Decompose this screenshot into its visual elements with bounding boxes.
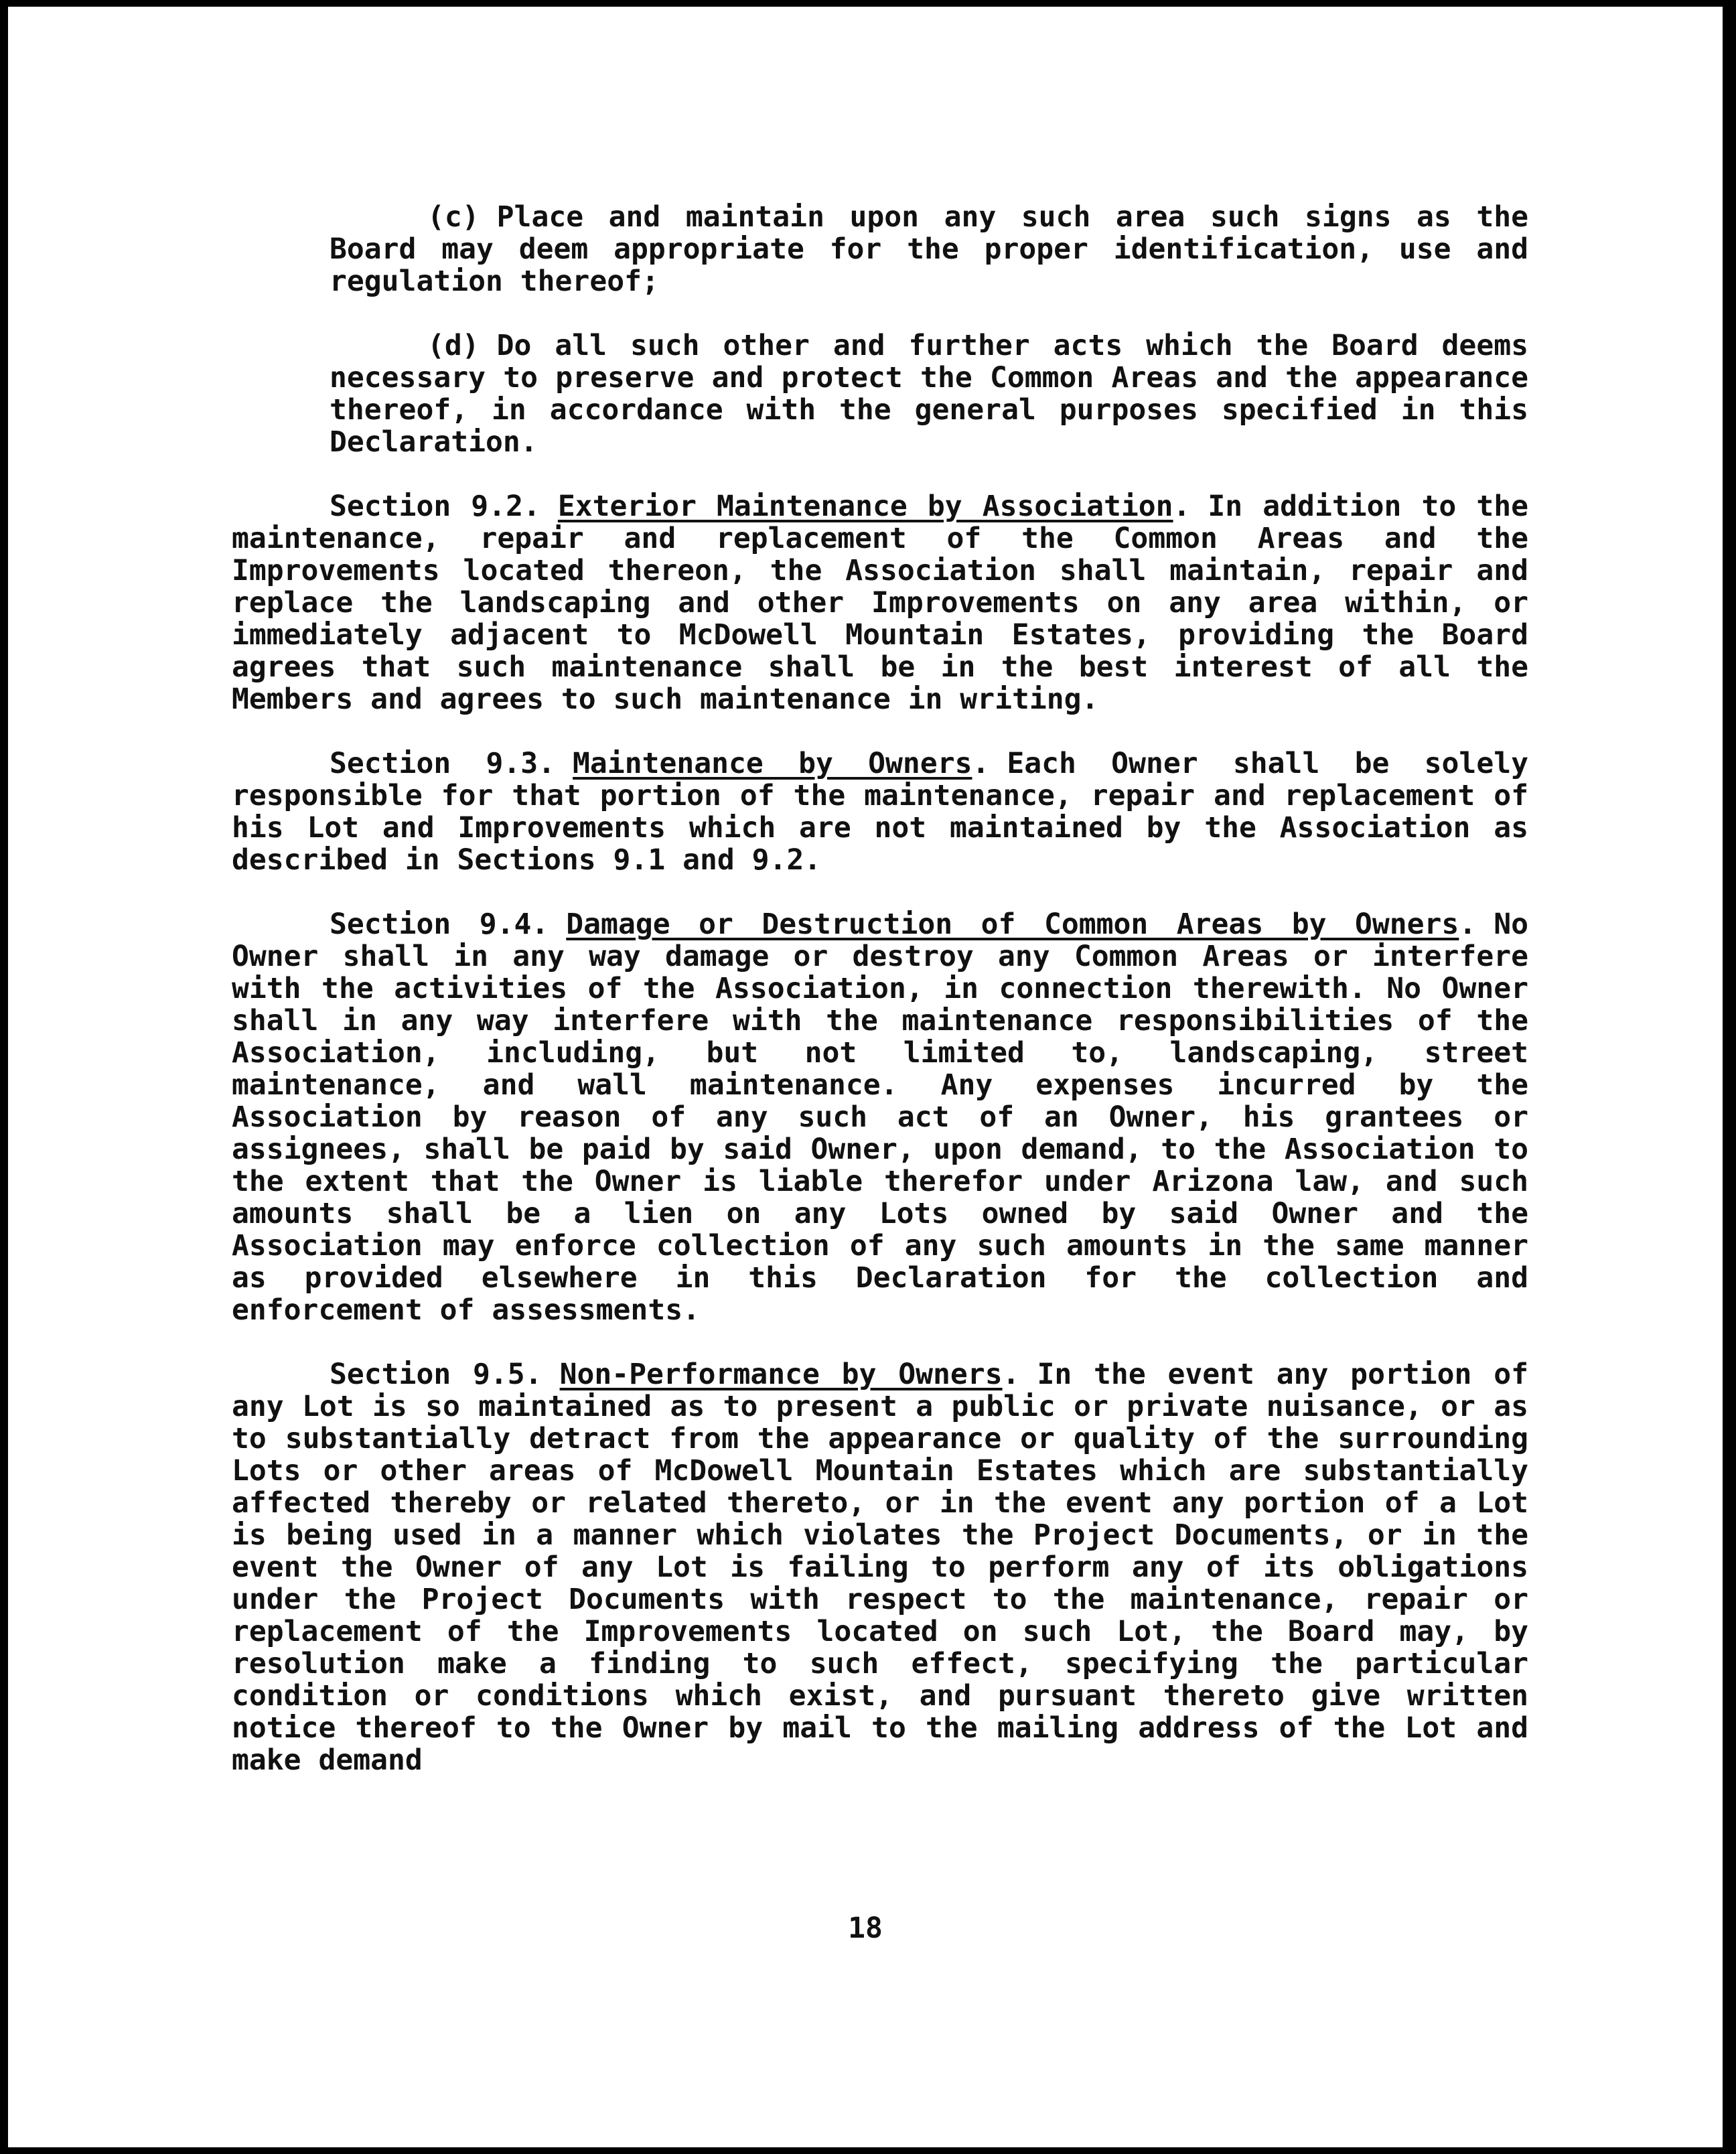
section-body: Each Owner shall be solely responsible for that portion of the maintenance, repair and replacement of his Lot and Improvements which are not maintained by the Association as described in Sections 9.1 and 9.2. [232,747,1528,877]
page-body [232,201,1528,1808]
sub-item-text: Place and maintain upon any such area such signs as the Board may deem appropriate for the proper identification, use and regulation thereof; [330,200,1528,298]
section-number: Section 9.4. [330,908,549,941]
section-heading: Maintenance by Owners [573,747,972,780]
sub-item-text: Do all such other and further acts which the Board deems necessary to preserve and protect the Common Areas and the appearance thereof, in accordance with the general purposes specified in this Declaration. [330,329,1528,459]
section-9-5: Section 9.5. Non-Performance by Owners. In the event any portion of any Lot is so maintained as to present a public or private nuisance, or as to substantially detract from the appearance or quality of the surrounding Lots or other areas of McDowell Mountain Estates which are substantially affected thereby or related thereto, or in the event any portion of a Lot is being used in a manner which violates the Project Documents, or in the event the Owner of any Lot is failing to perform any of its obligations under the Project Documents with respect to the maintenance, repair or replacement of the Improvements located on such Lot, the Board may, by resolution make a finding to such effect, specifying the particular condition or conditions which exist, and pursuant thereto give written notice thereof to the Owner by mail to the mailing address of the Lot and make demand [232,1358,1528,1777]
section-9-3: Section 9.3. Maintenance by Owners. Each Owner shall be solely responsible for that portion of the maintenance, repair and replacement of his Lot and Improvements which are not maintained by the Association as described in Sections 9.1 and 9.2. [232,747,1528,877]
section-body: No Owner shall in any way damage or destroy any Common Areas or interfere with the activities of the Association, in connection therewith. No Owner shall in any way interfere with the maintenance responsibilities of the Association, including, but not limited to, landscaping, street maintenance, and wall maintenance. Any expenses incurred by the Association by reason of any such act of an Owner, his grantees or assignees, shall be paid by said Owner, upon demand, to the Association to the extent that the Owner is liable therefor under Arizona law, and such amounts shall be a lien on any Lots owned by said Owner and the Association may enforce collection of any such amounts in the same manner as provided elsewhere in this Declaration for the collection and enforcement of assessments. [232,908,1528,1327]
section-9-2: Section 9.2. Exterior Maintenance by Association. In addition to the maintenance, repair and replacement of the Common Areas and the Improvements located thereon, the Association shall maintain, repair and replace the landscaping and other Improvements on any area within, or immediately adjacent to McDowell Mountain Estates, providing the Board agrees that such maintenance shall be in the best interest of all the Members and agrees to such maintenance in writing. [232,490,1528,716]
section-heading: Non-Performance by Owners [559,1358,1003,1391]
section-number: Section 9.5. [330,1358,542,1391]
sub-item-label: (d) [427,329,480,362]
section-number: Section 9.3. [330,747,556,780]
section-heading: Exterior Maintenance by Association [557,490,1173,523]
sub-item-d [330,330,1528,458]
sub-item-c [330,201,1528,297]
section-9-4: Section 9.4. Damage or Destruction of Common Areas by Owners. No Owner shall in any way damage or destroy any Common Areas or interfere with the activities of the Association, in connection therewith. No Owner shall in any way interfere with the maintenance responsibilities of the Association, including, but not limited to, landscaping, street maintenance, and wall maintenance. Any expenses incurred by the Association by reason of any such act of an Owner, his grantees or assignees, shall be paid by said Owner, upon demand, to the Association to the extent that the Owner is liable therefor under Arizona law, and such amounts shall be a lien on any Lots owned by said Owner and the Association may enforce collection of any such amounts in the same manner as provided elsewhere in this Declaration for the collection and enforcement of assessments. [232,908,1528,1327]
sub-item-label: (c) [427,200,480,234]
page-number: 18 [848,1912,883,1945]
document-page [8,7,1723,2147]
section-body: In the event any portion of any Lot is so maintained as to present a public or private nuisance, or as to substantially detract from the appearance or quality of the surrounding Lots or other areas of McDowell Mountain Estates which are substantially affected thereby or related thereto, or in the event any portion of a Lot is being used in a manner which violates the Project Documents, or in the event the Owner of any Lot is failing to perform any of its obligations under the Project Documents with respect to the maintenance, repair or replacement of the Improvements located on such Lot, the Board may, by resolution make a finding to such effect, specifying the particular condition or conditions which exist, and pursuant thereto give written notice thereof to the Owner by mail to the mailing address of the Lot and make demand [232,1358,1528,1777]
section-number: Section 9.2. [330,490,540,523]
section-body: In addition to the maintenance, repair and replacement of the Common Areas and the Improvements located thereon, the Association shall maintain, repair and replace the landscaping and other Improvements on any area within, or immediately adjacent to McDowell Mountain Estates, providing the Board agrees that such maintenance shall be in the best interest of all the Members and agrees to such maintenance in writing. [232,490,1528,716]
section-heading: Damage or Destruction of Common Areas by Owners [566,908,1459,941]
